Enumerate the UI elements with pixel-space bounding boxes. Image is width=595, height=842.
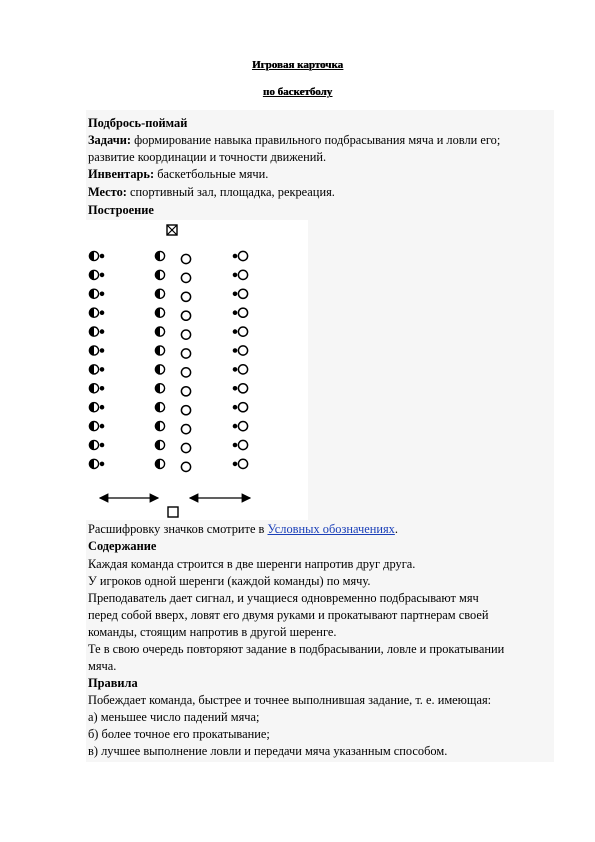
player-empty-icon xyxy=(181,425,190,434)
game-name: Подбрось-поймай xyxy=(88,116,188,130)
content-line: Преподаватель дает сигнал, и учащиеся одновременно подбрасывают мяч xyxy=(88,591,479,605)
player-empty-icon xyxy=(181,349,190,358)
formation-diagram xyxy=(86,220,316,525)
ball-icon xyxy=(233,443,238,448)
card-title-line1: Игровая карточка xyxy=(251,59,344,71)
player-empty-icon xyxy=(181,387,190,396)
player-empty-icon xyxy=(181,292,190,301)
player-empty-icon xyxy=(238,308,247,317)
ball-icon xyxy=(233,254,238,259)
tasks-line-1 xyxy=(88,132,500,149)
ball-icon xyxy=(100,254,105,259)
player-empty-icon xyxy=(181,311,190,320)
player-empty-icon xyxy=(238,365,247,374)
legend-link[interactable]: Условных обозначениях xyxy=(267,522,395,536)
ball-icon xyxy=(100,443,105,448)
rules-line: в) лучшее выполнение ловли и передачи мяча указанным способом. xyxy=(88,744,448,758)
player-empty-icon xyxy=(238,422,247,431)
player-empty-icon xyxy=(238,440,247,449)
player-empty-icon xyxy=(181,330,190,339)
ball-icon xyxy=(233,310,238,315)
ball-icon xyxy=(100,367,105,372)
ball-icon xyxy=(100,386,105,391)
inventory-label: Инвентарь: xyxy=(88,167,155,181)
ball-icon xyxy=(100,310,105,315)
content-line: Каждая команда строится в две шеренги напротив друг друга. xyxy=(88,557,416,571)
formation-heading: Построение xyxy=(88,203,154,217)
place-line xyxy=(88,184,335,201)
ball-icon xyxy=(100,292,105,297)
tasks-label: Задачи: xyxy=(88,133,131,147)
content-line: У игроков одной шеренги (каждой команды) по мячу. xyxy=(88,574,371,588)
player-empty-icon xyxy=(238,346,247,355)
player-empty-icon xyxy=(181,254,190,263)
player-empty-icon xyxy=(181,406,190,415)
legend-note-after: . xyxy=(394,522,398,536)
diagram-background xyxy=(86,220,308,520)
teacher-bottom-icon xyxy=(168,507,178,517)
legend-note-before: Расшифровку значков смотрите в xyxy=(88,522,268,536)
ball-icon xyxy=(233,292,238,297)
ball-icon xyxy=(233,424,238,429)
player-empty-icon xyxy=(181,462,190,471)
place-label: Место: xyxy=(88,185,127,199)
rules-line: Побеждает команда, быстрее и точнее выполнившая задание, т. е. имеющая: xyxy=(88,693,492,707)
teacher-top-icon xyxy=(167,225,177,235)
player-empty-icon xyxy=(238,384,247,393)
content-line: команды, стоящим напротив в другой шеренге. xyxy=(88,625,337,639)
player-empty-icon xyxy=(181,273,190,282)
inventory-text: баскетбольные мячи. xyxy=(157,167,269,181)
tasks-line-2: развитие координации и точности движений. xyxy=(88,150,327,164)
ball-icon xyxy=(100,348,105,353)
player-empty-icon xyxy=(238,327,247,336)
ball-icon xyxy=(233,405,238,410)
ball-icon xyxy=(233,348,238,353)
ball-icon xyxy=(233,329,238,334)
content-line: мяча. xyxy=(88,659,117,673)
player-empty-icon xyxy=(181,443,190,452)
rules-heading: Правила xyxy=(88,676,138,690)
legend-note xyxy=(88,521,398,538)
content-line: перед собой вверх, ловят его двумя руками и прокатывают партнерам своей xyxy=(88,608,489,622)
player-empty-icon xyxy=(238,270,247,279)
player-empty-icon xyxy=(238,459,247,468)
player-empty-icon xyxy=(238,251,247,260)
content-line: Те в свою очередь повторяют задание в подбрасывании, ловле и прокатывании xyxy=(88,642,505,656)
ball-icon xyxy=(233,367,238,372)
player-empty-icon xyxy=(181,368,190,377)
tasks-text-1: формирование навыка правильного подбрасывания мяча и ловли его; xyxy=(134,133,501,147)
rules-line: а) меньшее число падений мяча; xyxy=(88,710,260,724)
ball-icon xyxy=(100,273,105,278)
ball-icon xyxy=(233,386,238,391)
content-heading: Содержание xyxy=(88,539,157,553)
player-empty-icon xyxy=(238,403,247,412)
ball-icon xyxy=(100,462,105,467)
player-empty-icon xyxy=(238,289,247,298)
ball-icon xyxy=(233,273,238,278)
ball-icon xyxy=(100,405,105,410)
card-title-line2: по баскетболу xyxy=(262,86,333,98)
ball-icon xyxy=(233,462,238,467)
place-text: спортивный зал, площадка, рекреация. xyxy=(130,185,335,199)
inventory-line xyxy=(88,166,268,183)
ball-icon xyxy=(100,329,105,334)
ball-icon xyxy=(100,424,105,429)
rules-line: б) более точное его прокатывание; xyxy=(88,727,270,741)
